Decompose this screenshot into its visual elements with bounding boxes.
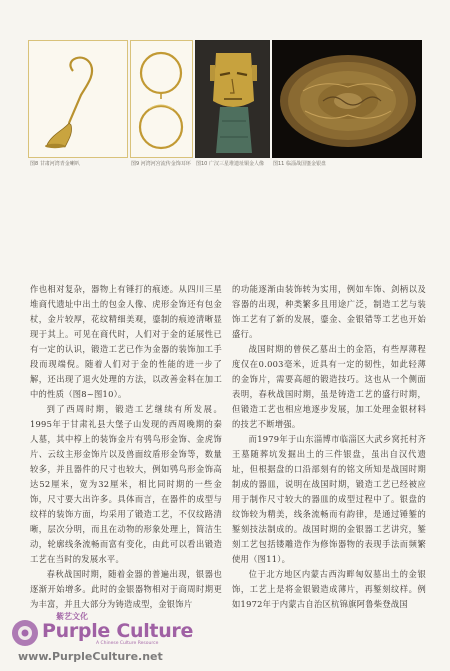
- gold-ring-earring-icon: [131, 41, 192, 157]
- text-column-right: [232, 282, 426, 612]
- figure-10-image: [195, 40, 270, 158]
- watermark-url: www.PurpleCulture.net: [18, 650, 163, 663]
- gold-trumpet-earring-icon: [29, 41, 127, 157]
- figure-10-caption: 图10 广汉三星堆遗址铜金人像: [196, 161, 264, 167]
- paragraph: 到了西周时期，锻造工艺继续有所发展。1995年于甘肃礼县大堡子山发现的西周晚期的秦人墓，其中椁上的装饰金片有鸮鸟形金饰、金虎饰片、云纹主形金饰片以及兽面纹盾形金饰等，数量较多，并且器件的尺寸也较大，例如鸮鸟形金饰高达52厘米，宽为32厘米，相比同时期的一些金饰，尺寸要大出许多。具体而言，在器件的成型与纹样的装饰方面，均采用了锻造工艺，不仅纹路清晰，层次分明，而且在动物的形象处理上，简洁生动，轮廓线条流畅而富有变化，由此可以看出锻造工艺在当时的发展水平。: [30, 404, 222, 564]
- gilded-plate-icon: [273, 41, 422, 158]
- paragraph: 的功能逐渐由装饰转为实用，例如车饰、剑柄以及容器的出现，种类繁多且用途广泛，制造工艺与装饰工艺有了新的发展，鎏金、金银错等工艺也开始盛行。: [232, 284, 426, 339]
- text-column-left: [30, 282, 222, 612]
- figure-11-image: [272, 40, 422, 158]
- paragraph: 春秋战国时期，随着金器的普遍出现，银器也逐渐开始增多。此时的金银器物相对于商周时期更为丰富，并且大部分为铸造成型，金银饰片: [30, 569, 222, 609]
- paragraph: 位于北方地区内蒙古西沟畔匈奴墓出土的金银饰，工艺上是将金银锻造成薄片，再錾刻纹样。例如1972年于内蒙古自治区杭锦旗阿鲁柴登战国: [232, 569, 426, 609]
- watermark-chinese-name: 紫艺文化: [56, 612, 88, 621]
- paragraph: 作也相对复杂，器物上有锤打的痕迹。从四川三星堆商代遗址中出土的包金人像、虎形金饰还有包金杖，金片较厚，花纹精细美观，鎏制的痕迹清晰显现于其上。可见在商代时，人们对于金的延展性已有一定的认识，锻造工艺已作为金器的装饰加工手段而现端倪。随着人们对于金的性能的进一步了解，还出现了退火处理的方法，以改善金料在加工中的性质（图8~图10）。: [30, 284, 222, 399]
- figure-9-image: [130, 40, 193, 158]
- gold-mask-head-icon: [196, 41, 270, 158]
- figure-9-caption: 图9 河湾河宫流传金饰耳环: [131, 161, 191, 167]
- figure-11-caption: 图11 临淄战国鎏金银盘: [273, 161, 326, 167]
- watermark-tagline: A Chinese Culture Resource: [96, 641, 159, 646]
- paragraph: 而1979年于山东淄博市临淄区大武乡窝托村齐王墓随葬坑发掘出土的三件银盘，虽出自汉代遗址，但根据盘的口沿部刻有的铭文所知是战国时期制成的器皿，说明在战国时期，锻造工艺已经被应用于制作尺寸较大的器皿的成型过程中了。银盘的纹饰较为精美，线条流畅而有韵律，是通过锤錾的錾刻技法制成的。战国时期的金银器工艺讲究，錾刻工艺包括镂雕造作为修饰器物的表现手法而频繁使用（图11）。: [232, 434, 426, 564]
- paragraph: 战国时期的曾侯乙墓出土的金箔，有些厚薄程度仅在0.003毫米，近具有一定的韧性，如此轻薄的金饰片，需要高超的锻造技巧。这也从一个侧面表明，春秋战国时期，虽是铸造工艺的盛行时期，但锻造工艺也相应地逐步发展，加工处理金银材料的技艺不断增强。: [232, 344, 426, 429]
- figure-8-image: [28, 40, 128, 158]
- watermark-name: Purple Culture: [42, 620, 194, 642]
- purple-culture-logo-icon: [10, 618, 40, 648]
- figure-8-caption: 图8 甘肃河湾青金喇叭: [30, 161, 80, 167]
